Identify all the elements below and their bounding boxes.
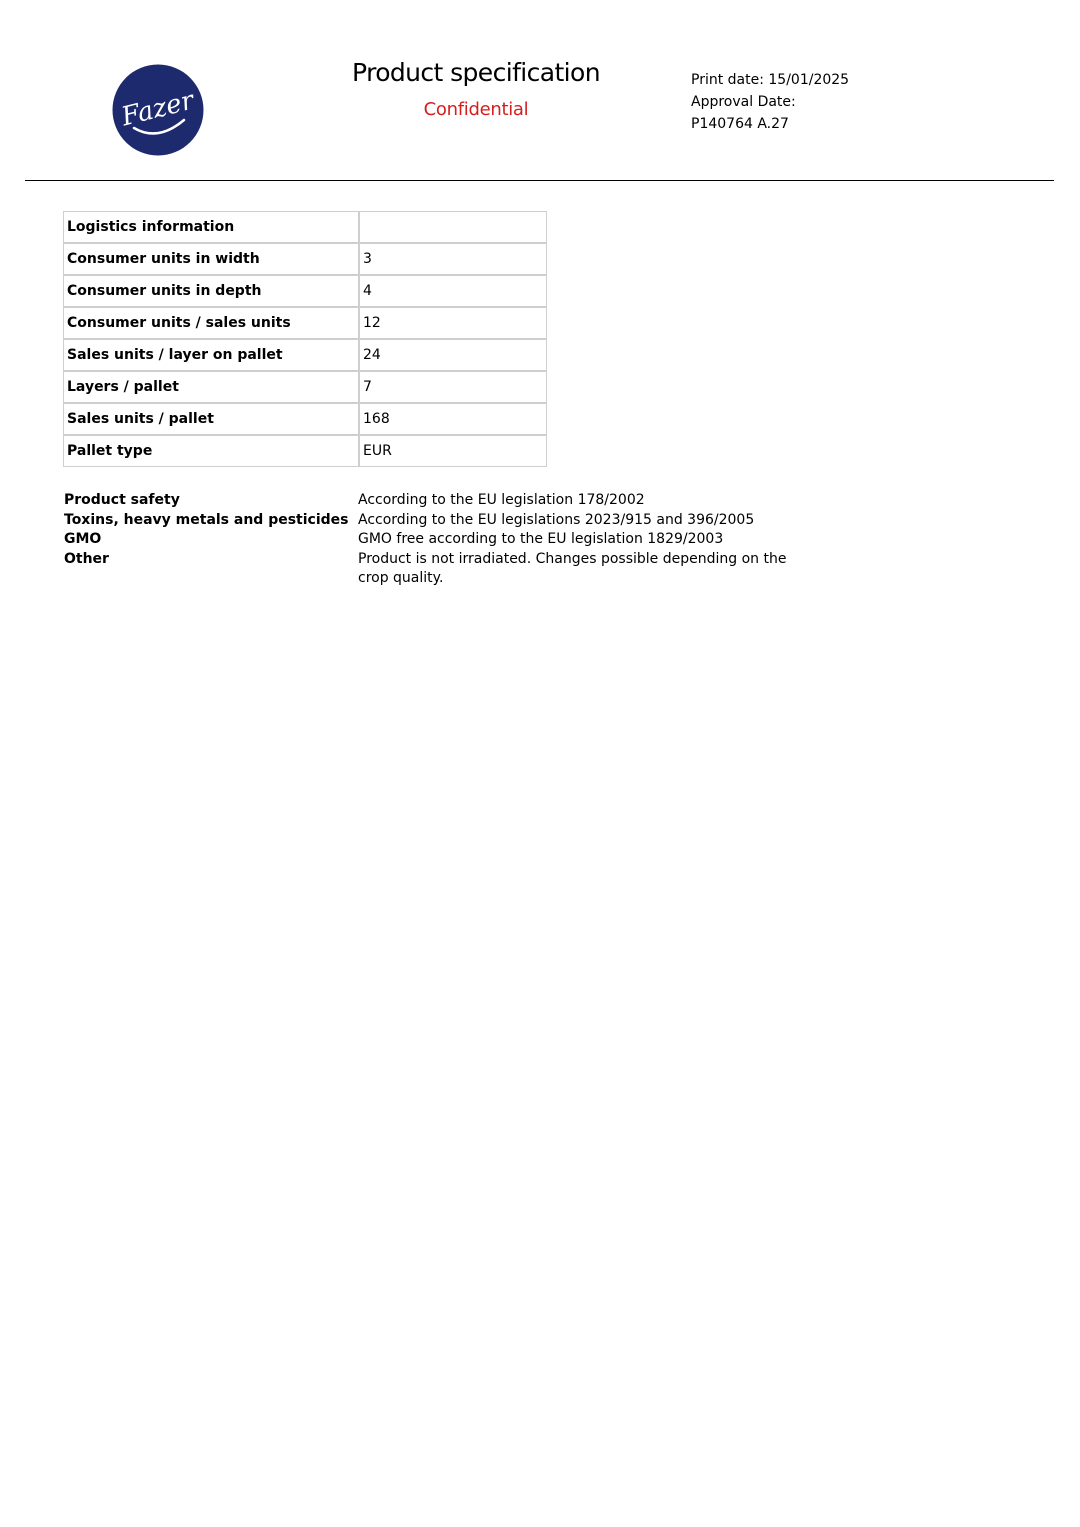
safety-value: Product is not irradiated. Changes possible depending on the crop quality. xyxy=(358,550,787,586)
row-label: Consumer units in width xyxy=(63,243,359,275)
document-meta xyxy=(691,69,849,135)
row-value: 168 xyxy=(359,403,547,435)
row-label: Consumer units in depth xyxy=(63,275,359,307)
print-date: Print date: 15/01/2025 xyxy=(691,72,850,88)
safety-row xyxy=(64,491,798,511)
table-row xyxy=(63,435,547,467)
logo-wordmark: Fazer xyxy=(118,85,197,133)
safety-value: GMO free according to the EU legislation 1829/2003 xyxy=(358,531,724,547)
row-label: Sales units / layer on pallet xyxy=(63,339,359,371)
safety-value: According to the EU legislation 178/2002 xyxy=(358,492,645,508)
fazer-logo xyxy=(112,64,204,156)
confidential-label: Confidential xyxy=(423,99,529,120)
table-header-row xyxy=(63,211,547,243)
table-row xyxy=(63,371,547,403)
row-value: 4 xyxy=(359,275,547,307)
table-row xyxy=(63,403,547,435)
row-value: 12 xyxy=(359,307,547,339)
table-row xyxy=(63,275,547,307)
row-value: 3 xyxy=(359,243,547,275)
row-label: Pallet type xyxy=(63,435,359,467)
safety-value: According to the EU legislations 2023/915 and 396/2005 xyxy=(358,511,755,528)
header-divider xyxy=(25,180,1054,181)
row-label: Consumer units / sales units xyxy=(63,307,359,339)
approval-date: Approval Date: xyxy=(691,94,796,110)
table-header-value xyxy=(359,211,547,243)
safety-label: Product safety xyxy=(64,492,180,508)
row-value: EUR xyxy=(359,435,547,467)
safety-label: GMO xyxy=(64,531,102,547)
row-value: 24 xyxy=(359,339,547,371)
page-title: Product specification xyxy=(352,58,600,87)
row-value: 7 xyxy=(359,371,547,403)
safety-section xyxy=(64,491,798,589)
logistics-table xyxy=(63,211,547,467)
safety-row xyxy=(64,530,798,550)
safety-label: Toxins, heavy metals and pesticides xyxy=(64,511,349,528)
row-label: Layers / pallet xyxy=(63,371,359,403)
row-label: Sales units / pallet xyxy=(63,403,359,435)
product-code: P140764 A.27 xyxy=(691,116,789,132)
safety-row xyxy=(64,550,798,589)
table-row xyxy=(63,307,547,339)
table-row xyxy=(63,339,547,371)
table-header-label: Logistics information xyxy=(63,211,359,243)
safety-label: Other xyxy=(64,550,109,567)
table-row xyxy=(63,243,547,275)
safety-row xyxy=(64,511,798,531)
